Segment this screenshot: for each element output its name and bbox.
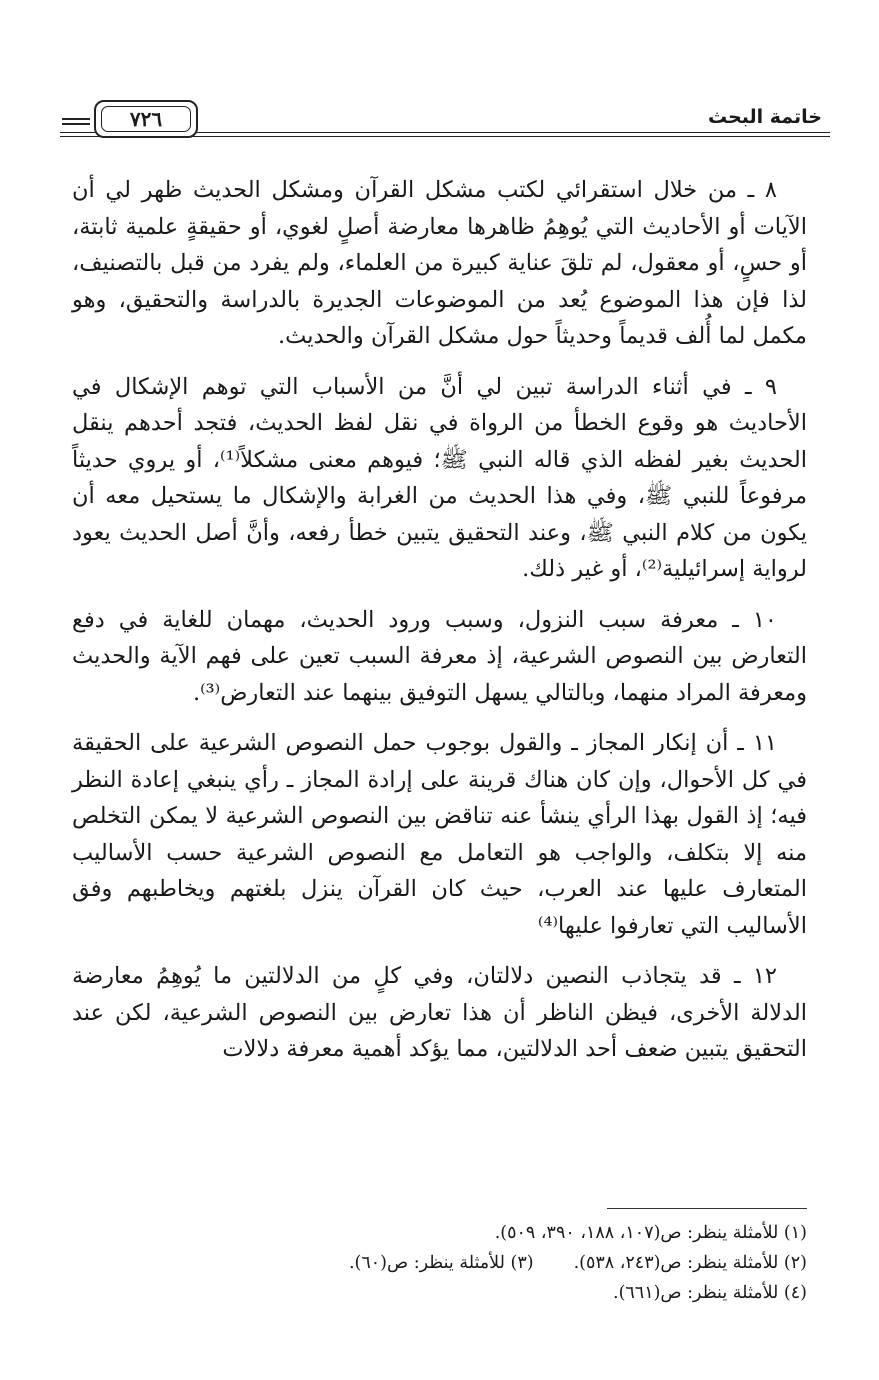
footnote-3: (٣) للأمثلة ينظر: ص(٦٠). — [348, 1253, 534, 1273]
ornament-line — [62, 123, 90, 125]
page-number-frame — [94, 100, 198, 138]
footnote-2: (٢) للأمثلة ينظر: ص(٢٤٣، ٥٣٨). — [573, 1253, 807, 1273]
paragraph-8: ٨ ـ من خلال استقرائي لكتب مشكل القرآن ومشكل الحديث ظهر لي أن الآيات أو الأحاديث التي يُوهِمُ ظاهرها معارضة أصلٍ لغوي، أو حقيقةٍ علمية ثابتة، أو حسٍ، أو معقول، لم تلقَ عناية كبيرة من العلماء، ولم يفرد من قبل بالتصنيف، لذا فإن هذا الموضوع يُعد من الموضوعات الجديرة بالدراسة والتحقيق، وهو مكمل لما أُلف قديماً وحديثاً حول مشكل القرآن والحديث. — [72, 177, 807, 349]
footnotes — [72, 1218, 807, 1308]
page-header — [60, 98, 830, 138]
ornament-line — [62, 118, 90, 120]
paragraph-10: ١٠ ـ معرفة سبب النزول، وسبب ورود الحديث، مهمان للغاية في دفع التعارض بين النصوص الشرعية، إذ معرفة السبب تعين على فهم الآية والحديث ومعرفة المراد منهما، وبالتالي يسهل التوفيق بينهما عند التعارض⁽³⁾. — [72, 606, 807, 706]
paragraph-11: ١١ ـ أن إنكار المجاز ـ والقول بوجوب حمل النصوص الشرعية على الحقيقة في كل الأحوال، وإن كان هناك قرينة على إرادة المجاز ـ رأي ينبغي إعادة النظر فيه؛ إذ القول بهذا الرأي ينشأ عنه تناقض بين النصوص الشرعية لا يمكن التخلص منه إلا بتكلف، والواجب هو التعامل مع النصوص الشرعية حسب الأساليب المتعارف عليها عند العرب، حيث كان القرآن ينزل بلغتهم ويخاطبهم وفق الأساليب التي تعارفوا عليها⁽⁴⁾ — [72, 730, 807, 939]
paragraph-12: ١٢ ـ قد يتجاذب النصين دلالتان، وفي كلٍ من الدلالتين ما يُوهِمُ معارضة الدلالة الأخرى، فيظن الناظر أن هذا تعارض بين النصوص الشرعية، لكن عند التحقيق يتبين ضعف أحد الدلالتين، مما يؤكد أهمية معرفة دلالات — [72, 963, 807, 1062]
page-number: ٧٢٦ — [101, 106, 191, 132]
main-text — [72, 172, 807, 1082]
running-title: خاتمة البحث — [707, 106, 822, 128]
footnote-row — [72, 1248, 807, 1278]
footnote-4: (٤) للأمثلة ينظر: ص(٦٦١). — [613, 1283, 807, 1303]
paragraph-9: ٩ ـ في أثناء الدراسة تبين لي أنَّ من الأسباب التي توهم الإشكال في الأحاديث هو وقوع الخطأ من الرواة في نقل لفظ الحديث، فتجد أحدهم ينقل الحديث بغير لفظه الذي قاله النبي ﷺ؛ فيوهم معنى مشكلاً⁽¹⁾، أو يروي حديثاً مرفوعاً للنبي ﷺ، وفي هذا الحديث من الغرابة والإشكال ما يستحيل معه أن يكون من كلام النبي ﷺ، وعند التحقيق يتبين خطأ رفعه، وأنَّ أصل الحديث يعود لرواية إسرائيلية⁽²⁾، أو غير ذلك. — [72, 373, 807, 582]
page-number-box — [62, 100, 212, 136]
footnote-1: (١) للأمثلة ينظر: ص(١٠٧، ١٨٨، ٣٩٠، ٥٠٩). — [494, 1223, 807, 1243]
footnote-separator — [607, 1208, 807, 1209]
